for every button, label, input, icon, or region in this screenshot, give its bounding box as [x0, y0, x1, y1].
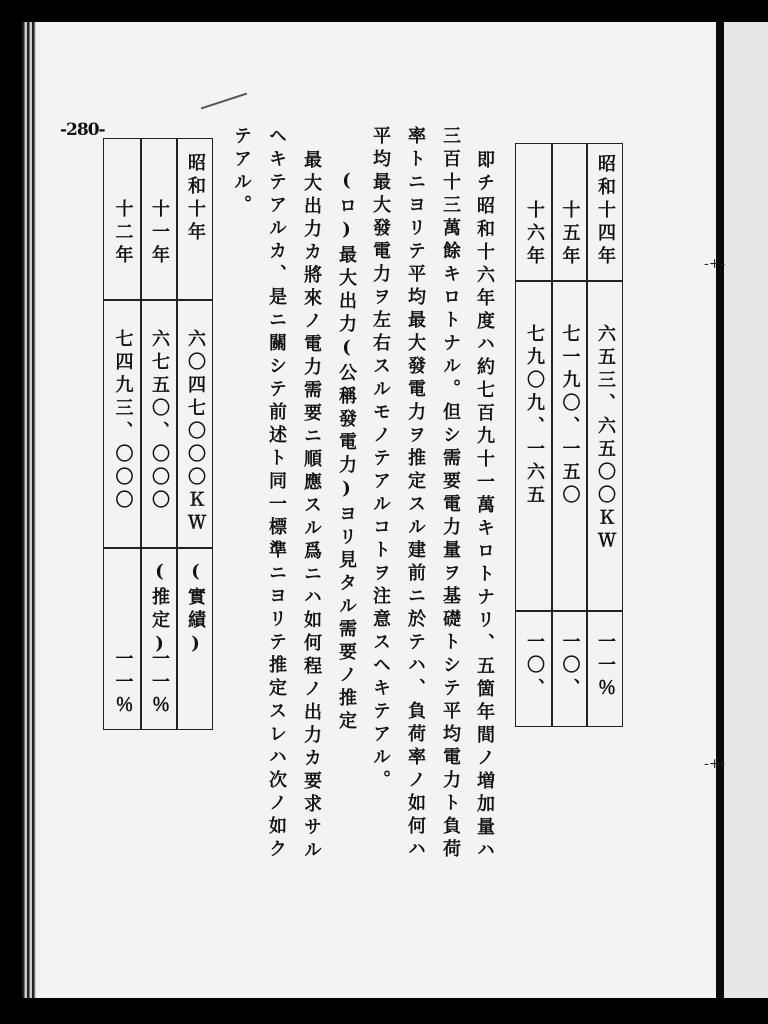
table-bottom-row	[105, 139, 140, 729]
rate-cell: 一一％	[595, 632, 616, 701]
rate-cell: 一〇、	[524, 632, 545, 701]
section-heading: (ロ)最大出力(公稱發電力)ヨリ見タル需要ノ推定	[336, 170, 357, 734]
table-top	[515, 143, 623, 727]
fold-mark-bottom: -+-	[704, 756, 726, 772]
body-line: 平均最大發電力ヲ左右スルモノテアルコトヲ注意スヘキテアル。	[370, 126, 391, 793]
page-fold	[716, 22, 724, 998]
body-line: 最大出力カ將來ノ電力需要ニ順應スル爲ニハ如何程ノ出力カ要求サル	[301, 150, 322, 863]
note-cell: (推定)	[149, 561, 170, 659]
value-cell: 七四九三、〇〇〇	[112, 329, 134, 513]
page-number: -280-	[60, 120, 105, 140]
table-top-row	[517, 144, 551, 726]
table-top-row	[553, 144, 586, 726]
body-line: 率トニヨリテ平均最大發電力ヲ推定スル建前ニ於テハ、負荷率ノ如何ハ	[405, 126, 426, 862]
note-cell: (實績)	[185, 561, 206, 659]
value-cell: 六五三、六五〇〇ＫＷ	[595, 324, 616, 554]
value-cell: 七一九〇、一五〇	[559, 324, 581, 508]
body-line: ヘキテアルカ、是ニ關シテ前述ト同一標準ニヨリテ推定スレハ次ノ如ク	[266, 126, 287, 862]
value-cell: 六〇四七〇〇〇ＫＷ	[185, 329, 206, 536]
year-cell: 昭和十四年	[595, 154, 616, 269]
body-line: テアル。	[231, 126, 252, 218]
table-bottom	[103, 138, 213, 730]
fold-mark-top: -+-	[704, 256, 726, 272]
binding-spine	[22, 22, 36, 998]
table-bottom-row	[142, 139, 176, 729]
body-line: 即チ昭和十六年度ハ約七百九十一萬キロトナリ、五箇年間ノ増加量ハ	[474, 150, 495, 863]
value-cell: 六七五〇、〇〇〇	[149, 329, 170, 513]
year-cell: 十五年	[559, 200, 581, 269]
rate-cell: 一一％	[112, 649, 134, 718]
year-cell: 十六年	[524, 200, 545, 269]
year-cell: 十一年	[149, 199, 170, 268]
next-page-edge	[724, 22, 768, 998]
value-cell: 七九〇九、一六五	[524, 324, 545, 508]
year-cell: 昭和十年	[185, 153, 206, 245]
rate-cell: 一一％	[149, 649, 170, 718]
year-cell: 十二年	[112, 199, 134, 268]
table-bottom-row	[178, 139, 212, 729]
body-line: 三百十三萬餘キロトナル。但シ需要電力量ヲ基礎トシテ平均電力ト負荷	[440, 126, 461, 862]
table-top-row	[588, 144, 622, 726]
rate-cell: 一〇、	[559, 632, 581, 701]
